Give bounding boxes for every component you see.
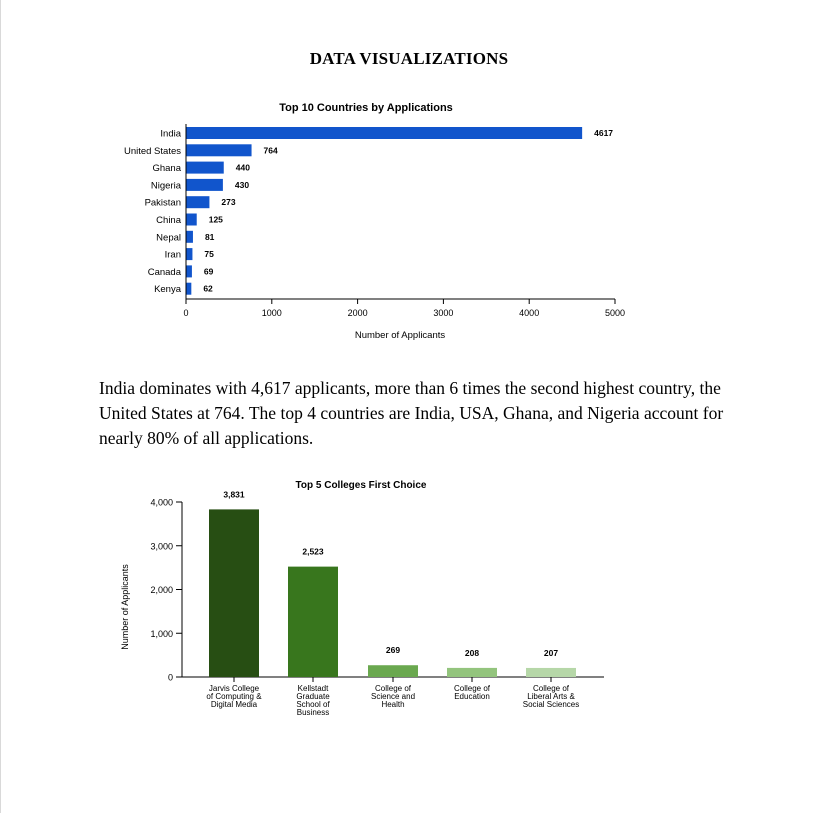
chart2-y-tick-label: 2,000 [150,585,173,595]
chart1-bar [186,283,191,295]
chart1-data-label: 273 [221,197,236,208]
chart2-data-label: 3,831 [223,489,245,500]
chart2-category-label-line: Education [454,692,490,701]
chart1-category-label: Ghana [152,163,181,175]
chart1-data-label: 69 [203,266,214,277]
chart2-category-label-line: Graduate [296,692,330,701]
chart2-title: Top 5 Colleges First Choice [295,480,427,491]
chart2-bar [368,665,418,677]
chart1-bar [186,196,209,208]
chart1-category-label: Pakistan [144,197,181,209]
chart2-category-label-line: School of [296,700,330,709]
chart2-bar [209,509,259,677]
chart1-data-label: 764 [263,145,278,156]
chart2-category-label [454,684,491,701]
chart1-x-axis-label: Number of Applicants [354,330,446,341]
chart1-bar [186,144,252,156]
chart1-data-label: 62 [203,283,213,294]
chart2-category-label [296,684,330,717]
chart1-x-tick-label: 1000 [261,308,282,318]
chart1-category-label: India [160,128,181,140]
chart1-data-label: 75 [204,249,214,260]
chart2-y-axis-label: Number of Applicants [120,564,130,650]
chart1-data-label: 4617 [594,128,614,138]
chart1-bar [186,248,192,260]
chart1-category-label: Nepal [156,232,181,244]
chart1-data-label: 440 [235,162,250,173]
chart2-category-label-line: Business [296,708,330,717]
chart2-y-tick-label: 3,000 [150,541,173,552]
chart1-x-tick-label: 3000 [433,308,454,318]
chart1-category-label: Nigeria [150,180,181,192]
chart1-bar [186,162,224,174]
chart2-category-label-line: Liberal Arts & [527,692,575,701]
chart1-bar [186,231,193,243]
chart2-category-label-line: College of [532,684,570,693]
chart2-category-label-line: Jarvis College [208,684,260,693]
chart2-category-label [206,684,262,709]
chart1-data-label: 430 [234,179,250,190]
chart2-data-label: 269 [385,645,401,656]
chart1-category-label: United States [123,145,181,157]
chart2-bar [447,668,497,677]
chart1-category-label: Canada [147,266,181,278]
chart2-y-tick-label: 0 [167,672,173,683]
chart2-data-label: 207 [543,647,559,658]
chart1-bar [186,265,192,277]
page-title: DATA VISUALIZATIONS [309,49,509,68]
chart1-bar [186,179,223,191]
chart1-title: Top 10 Countries by Applications [279,102,453,114]
chart1-category-label: China [156,215,181,226]
chart1-x-tick-label: 5000 [604,308,626,318]
chart1-data-label: 81 [204,231,215,242]
chart1-bar [186,214,197,226]
chart1-x-tick-label: 2000 [347,308,368,318]
chart2-category-label-line: Science and [370,692,416,701]
chart2-category-label-line: Digital Media [210,700,258,709]
summary-paragraph: India dominates with 4,617 applicants, more than 6 times the second highest country, the United States at 764. The top 4 countries are India, USA, Ghana, and Nigeria account for nearly 80% of all applications. [99,378,724,448]
chart2-bar [526,668,576,677]
chart1-data-label: 125 [208,214,223,225]
chart2-category-label-line: Kellstadt [297,684,329,693]
chart2-category-label-line: College of [374,684,412,693]
chart2-category-label [371,684,415,709]
chart1-x-tick-label: 0 [183,308,189,318]
chart1-bar [186,127,582,139]
chart2-category-label-line: Social Sciences [522,700,580,709]
chart1-category-label: Kenya [154,284,181,296]
chart1-x-tick-label: 4000 [519,308,540,318]
chart2-data-label: 208 [464,647,480,658]
chart2-y-tick-label: 4,000 [150,497,173,508]
chart2-y-tick-label: 1,000 [150,628,173,639]
chart2-data-label: 2,523 [302,546,324,557]
chart2-category-label-line: Health [381,700,405,709]
chart2-bar [288,567,338,677]
chart2-category-label-line: of Computing & [206,692,262,701]
chart2-category-label [523,684,579,709]
countries-bar-chart [0,0,818,360]
chart2-category-label-line: College of [453,684,491,693]
chart1-category-label: Iran [164,249,181,261]
